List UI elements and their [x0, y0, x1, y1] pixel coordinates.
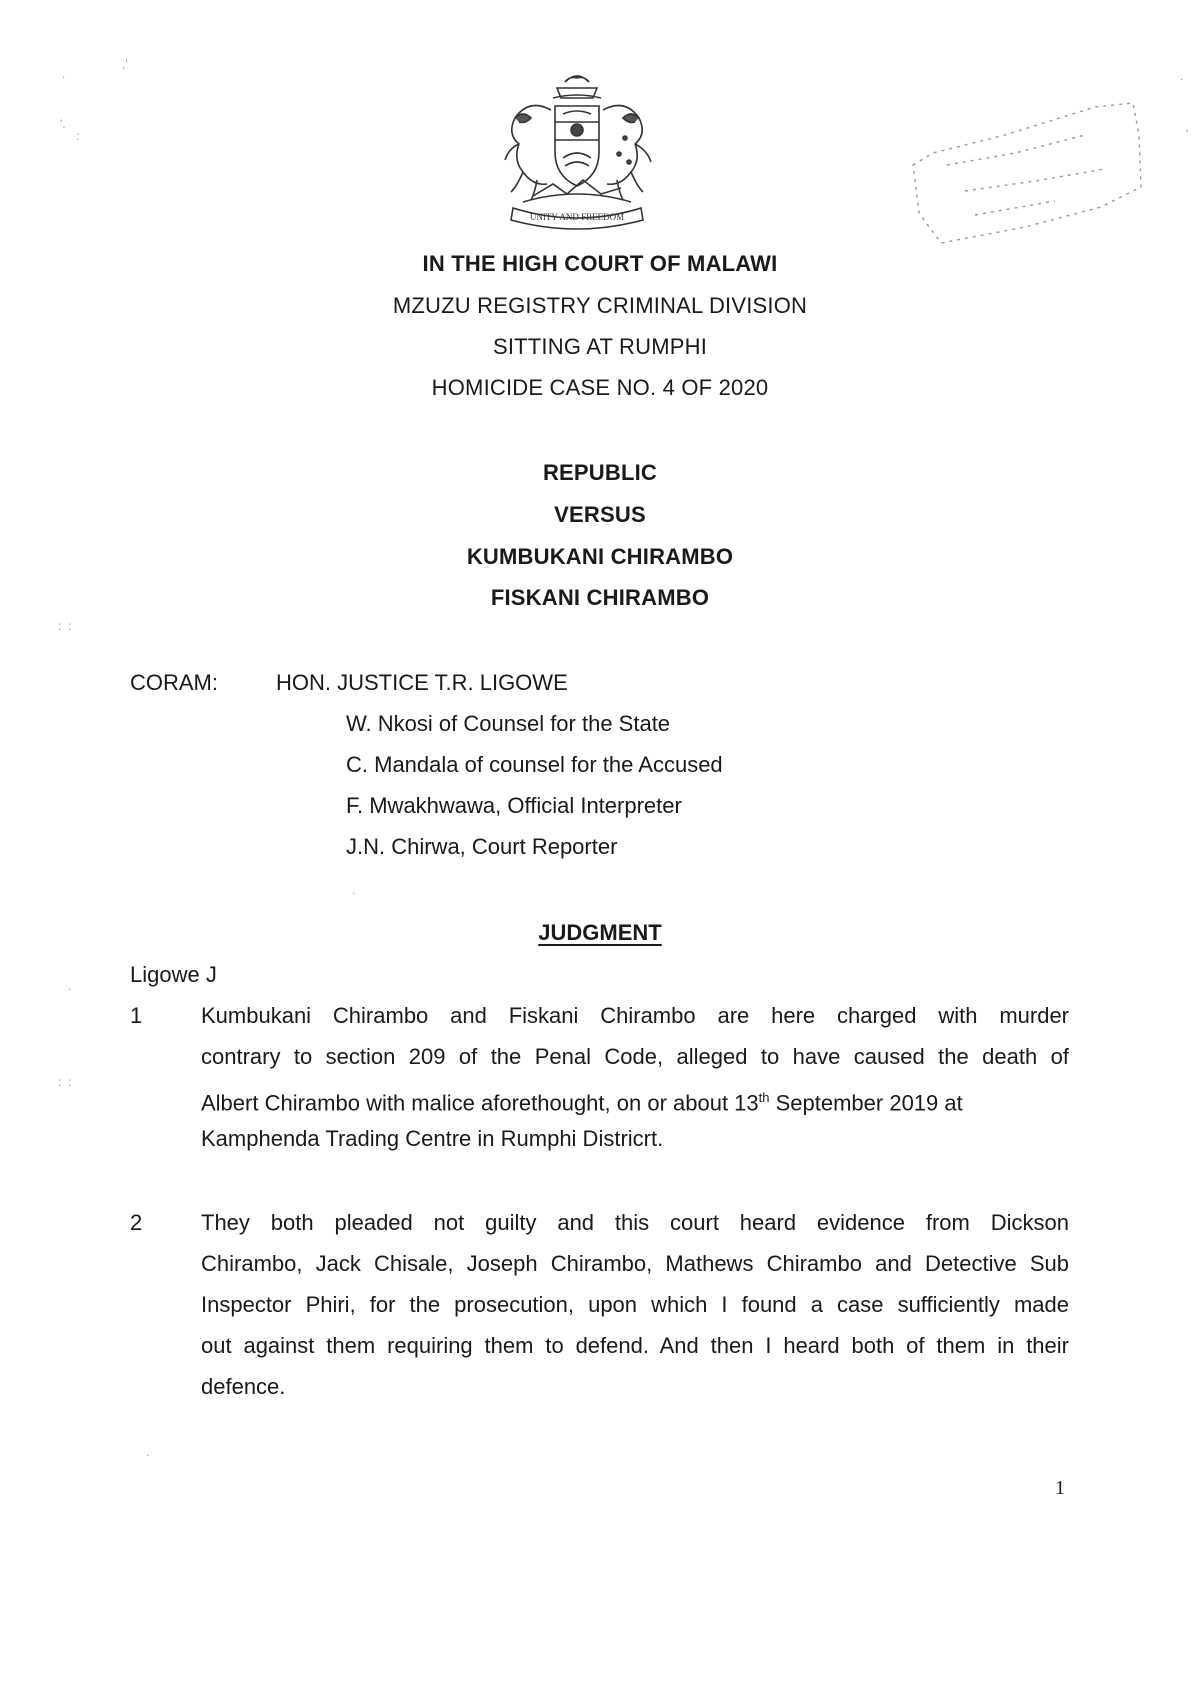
paragraph-line: Kamphenda Trading Centre in Rumphi Districrt. — [201, 1126, 664, 1151]
appearance-line: F. Mwakhwawa, Official Interpreter — [346, 793, 682, 818]
registry-stamp — [905, 95, 1150, 250]
coram-judge: HON. JUSTICE T.R. LIGOWE — [276, 670, 568, 695]
scan-speck: . — [68, 979, 72, 993]
court-title: IN THE HIGH COURT OF MALAWI — [422, 251, 778, 276]
paragraph-line: Albert Chirambo with malice aforethought, on or about 13th September 2019 at — [201, 1090, 963, 1116]
emblem-motto: UNITY AND FREEDOM — [529, 212, 625, 222]
scan-speck: . — [1180, 69, 1184, 83]
accused-name: FISKANI CHIRAMBO — [490, 585, 710, 610]
paragraph-line: out against them requiring them to defend. And then I heard both of them in their — [201, 1333, 1069, 1358]
paragraph-line: Kumbukani Chirambo and Fiskani Chirambo are here charged with murder — [201, 1003, 1069, 1028]
scan-speck: . — [146, 1445, 150, 1459]
scan-speck: ' — [1186, 127, 1189, 141]
registry-line: MZUZU REGISTRY CRIMINAL DIVISION — [392, 293, 808, 318]
appearance-line: C. Mandala of counsel for the Accused — [346, 752, 723, 777]
scan-speck: : — [76, 129, 80, 143]
paragraph-line: defence. — [201, 1374, 286, 1399]
judge-name: Ligowe J — [130, 962, 217, 987]
coram-label: CORAM: — [130, 670, 218, 695]
judgment-title: JUDGMENT — [538, 920, 662, 945]
appearance-line: W. Nkosi of Counsel for the State — [346, 711, 671, 736]
accused-name: KUMBUKANI CHIRAMBO — [466, 544, 734, 569]
scan-speck: : : — [58, 619, 72, 633]
scan-speck: . — [62, 67, 66, 81]
paragraph-line: Chirambo, Jack Chisale, Joseph Chirambo, Mathews Chirambo and Detective Sub — [201, 1251, 1069, 1276]
scan-speck: . — [352, 883, 356, 897]
scan-speck: '. — [60, 117, 66, 131]
scan-speck: : : — [58, 1075, 72, 1089]
versus-label: VERSUS — [554, 502, 646, 527]
paragraph-number: 2 — [130, 1210, 143, 1235]
paragraph-line: Inspector Phiri, for the prosecution, upon which I found a case sufficiently made — [201, 1292, 1069, 1317]
paragraph-number: 1 — [130, 1003, 143, 1028]
scan-speck: ,' — [122, 57, 128, 71]
paragraph-line: contrary to section 209 of the Penal Code, alleged to have caused the death of — [201, 1044, 1069, 1069]
sitting-line: SITTING AT RUMPHI — [492, 334, 708, 359]
appearance-line: J.N. Chirwa, Court Reporter — [346, 834, 618, 859]
page-number: 1 — [1055, 1477, 1065, 1499]
case-number: HOMICIDE CASE NO. 4 OF 2020 — [431, 375, 769, 400]
paragraph-line: They both pleaded not guilty and this court heard evidence from Dickson — [201, 1210, 1069, 1235]
party-republic: REPUBLIC — [542, 460, 658, 485]
coat-of-arms-emblem — [493, 68, 661, 230]
